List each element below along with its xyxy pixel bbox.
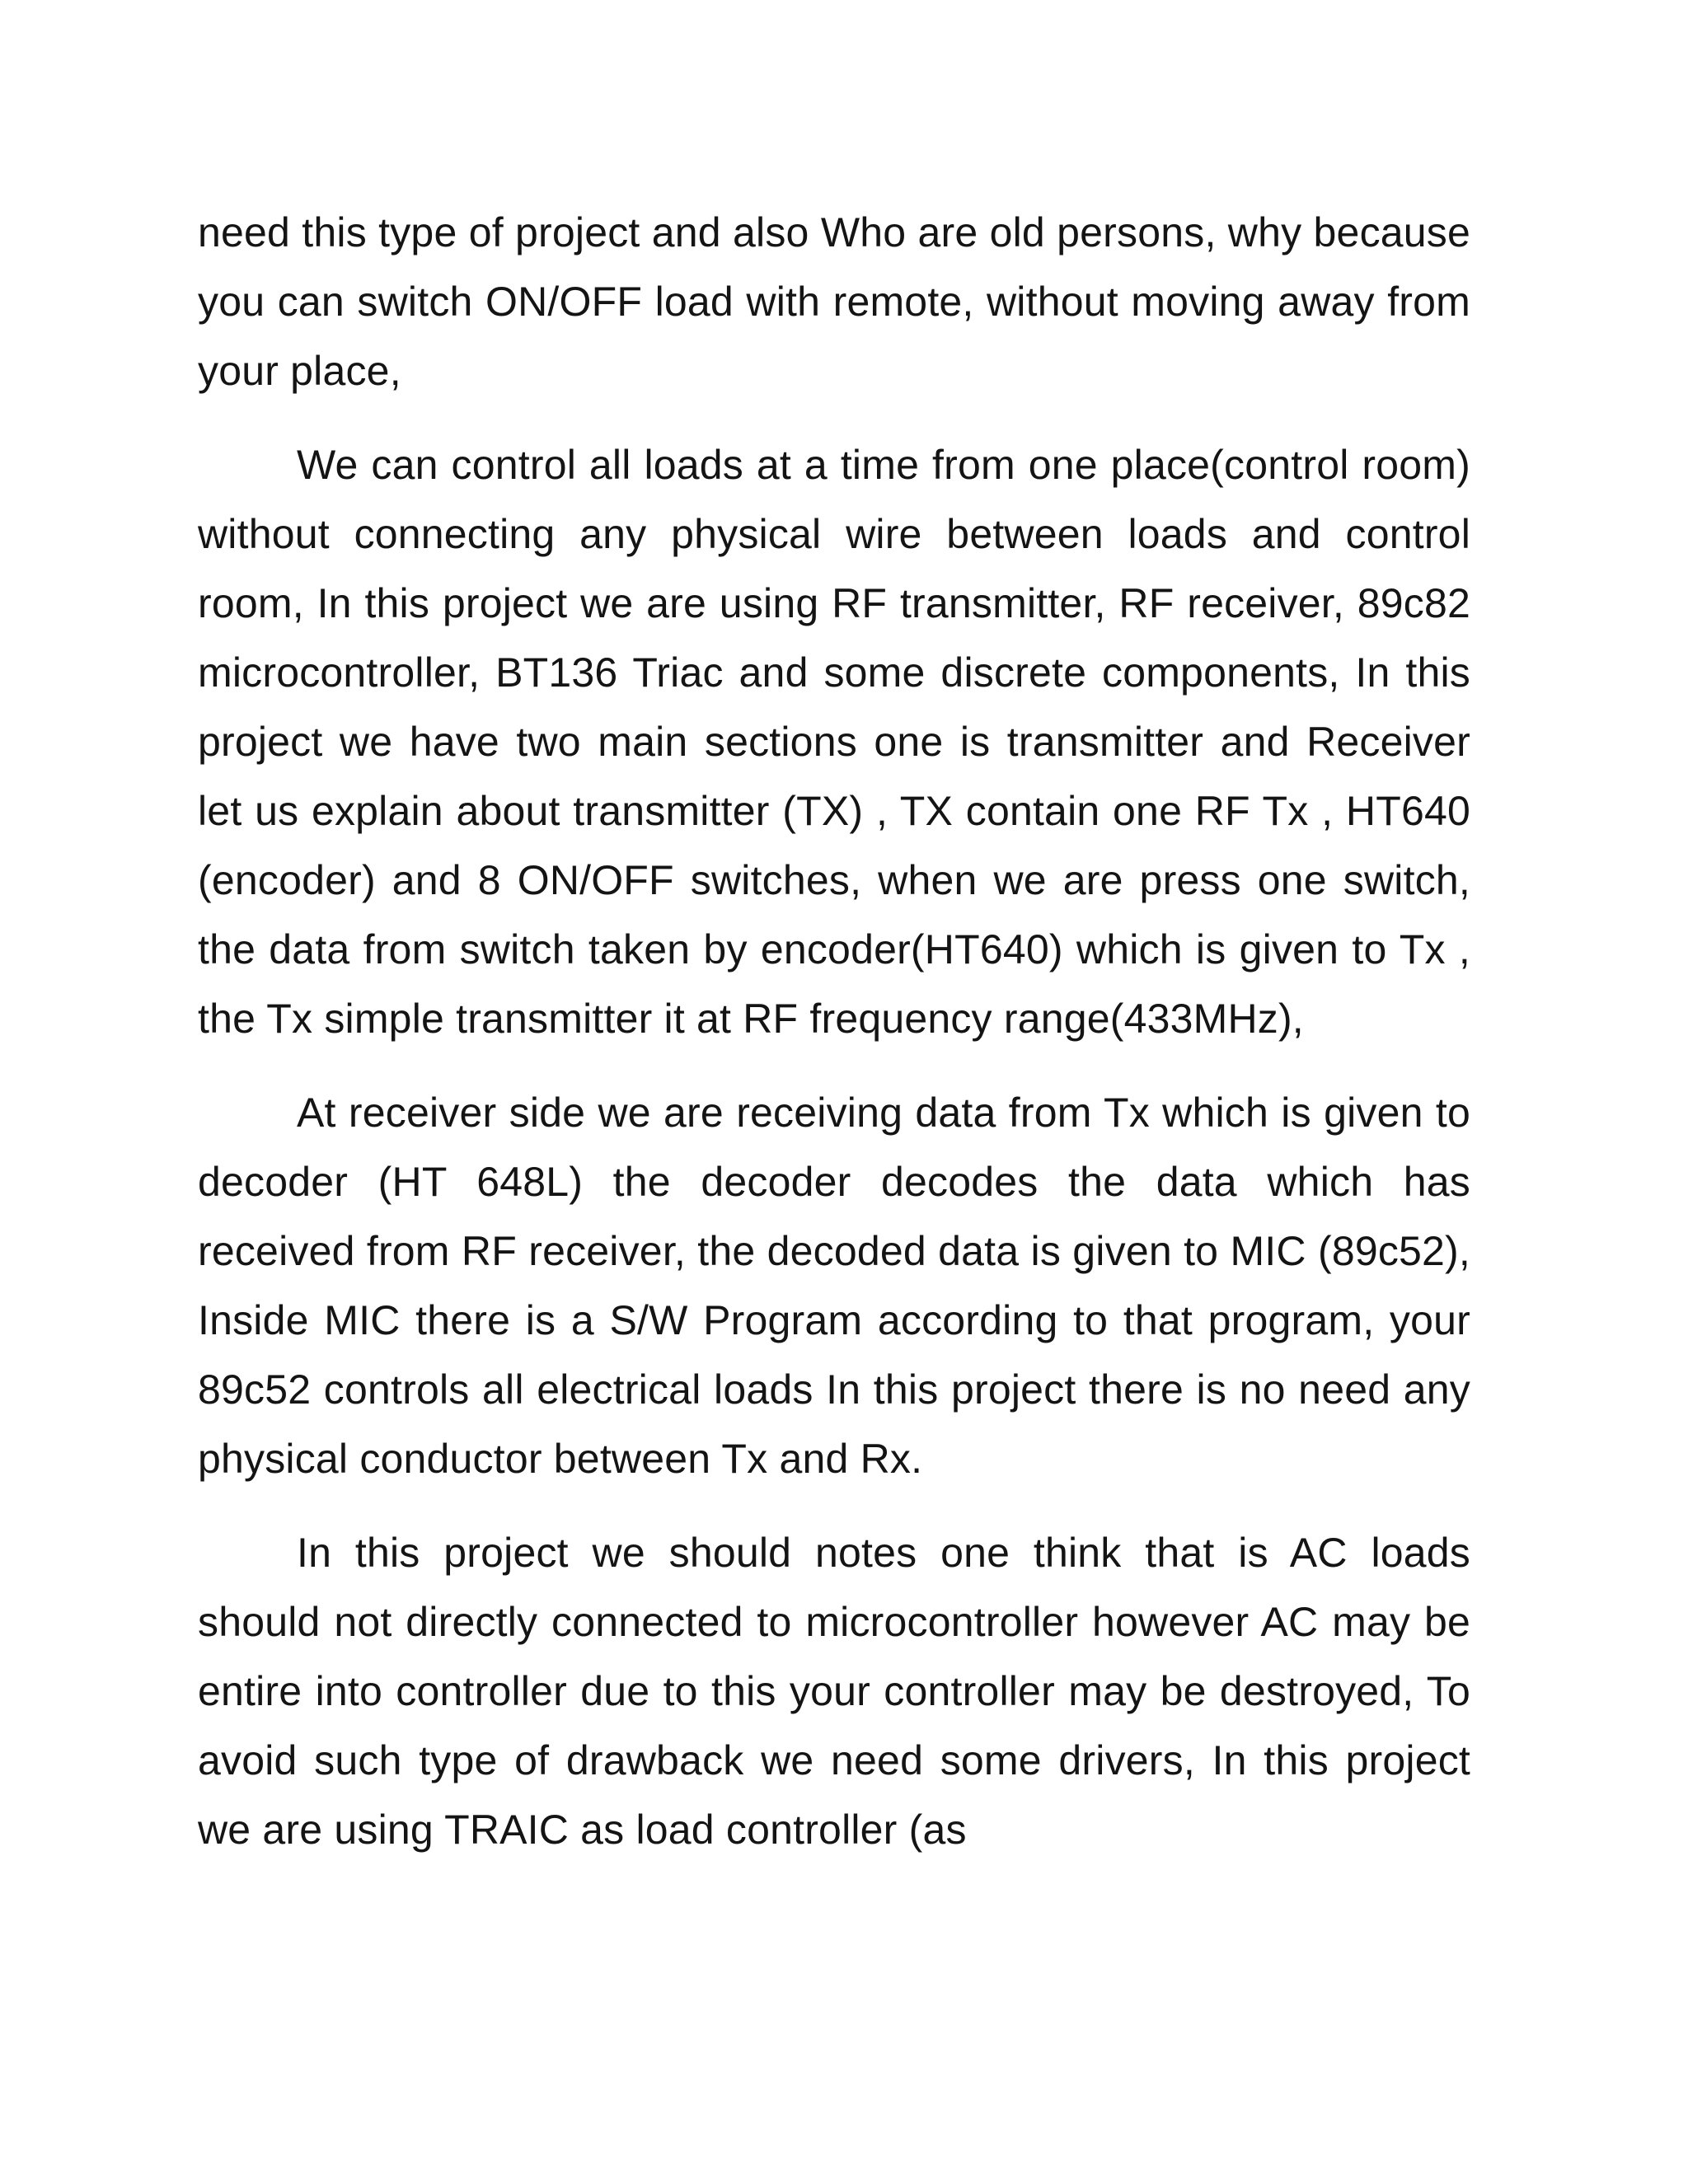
paragraph-3: At receiver side we are receiving data from Tx which is given to decoder (HT 648L) the decoder decodes the data which has received from RF receiver, the decoded data is given to MIC (89c52), Inside MIC there is a S/W Program according to that program, your 89c52 controls all electrical loads In this project there is no need any physical conductor between Tx and Rx. <box>198 1090 1470 1482</box>
paragraph-4: In this project we should notes one think that is AC loads should not directly connected to microcontroller however AC may be entire into controller due to this your controller may be destroyed, To avoid such type of drawback we need some drivers, In this project we are using TRAIC as load controller (as <box>198 1530 1470 1853</box>
paragraph-2: We can control all loads at a time from one place(control room) without connecting any physical wire between loads and control room, In this project we are using RF transmitter, RF receiver, 89c82 microcontroller, BT136 Triac and some discrete components, In this project we have two main sections one is transmitter and Receiver let us explain about transmitter (TX) , TX contain one RF Tx , HT640 (encoder) and 8 ON/OFF switches, when we are press one switch, the data from switch taken by encoder(HT640) which is given to Tx , the Tx simple transmitter it at RF frequency range(433MHz), <box>198 442 1470 1042</box>
paragraph-1: need this type of project and also Who are old persons, why because you can switch ON/OFF load with remote, without moving away from your place, <box>198 209 1470 394</box>
document-body <box>198 198 1470 1864</box>
